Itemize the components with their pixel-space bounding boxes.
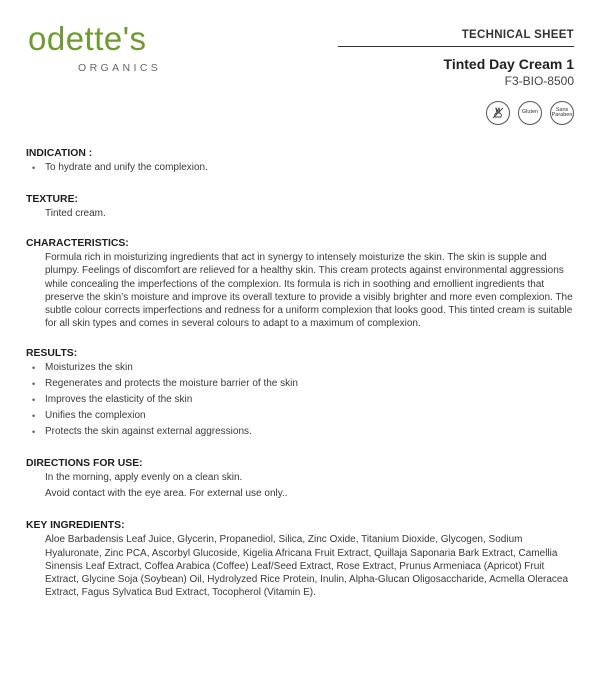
list-item: • Regenerates and protects the moisture barrier of the skin (26, 376, 574, 392)
section-title: INDICATION : (26, 148, 93, 159)
gluten-badge-text: Gluten (521, 109, 539, 116)
indication-list (26, 160, 574, 176)
product-code: F3-BIO-8500 (504, 74, 574, 88)
paraben-free-icon (550, 101, 574, 125)
directions-line: Avoid contact with the eye area. For external use only.. (45, 488, 288, 500)
ingredients-text: Aloe Barbadensis Leaf Juice, Glycerin, Propanediol, Silica, Zinc Oxide, Titanium Dioxide, Glycogen, Sodium Hyaluronate, Zinc PCA, Ascorbyl Glucoside, Kigelia Africana Fruit Extract, Quillaja Saponaria Bark Extract, Camellia Sinensis Leaf Extract, Coffea Arabica (Coffee) Leaf/Seed Extract, Rose Extract, Prunus Armeniaca (Apricot) Fruit Extract, Glycine Soja (Soybean) Oil, Hydrolyzed Rice Protein, Inulin, Alpha-Glucan Oligosaccharide, Acmella Oleracea Extract, Fagus Sylvatica Bud Extract, Tocopherol (Vitamin E). (45, 534, 569, 599)
sheet-content (26, 147, 574, 616)
texture-text: Tinted cream. (45, 208, 106, 219)
document-header (338, 28, 574, 88)
header-divider (338, 46, 574, 47)
section-results (26, 347, 574, 440)
section-title: KEY INGREDIENTS: (26, 520, 125, 532)
directions-line: In the morning, apply evenly on a clean skin. (45, 472, 243, 484)
brand-name: odette's (28, 20, 147, 57)
list-item: • To hydrate and unify the complexion. (26, 160, 574, 176)
section-directions (26, 457, 574, 502)
cruelty-free-bunny-icon (486, 101, 510, 125)
brand-logo (28, 22, 178, 82)
section-title: DIRECTIONS FOR USE: (26, 458, 143, 470)
certification-badges (486, 101, 574, 125)
list-item: • Improves the elasticity of the skin (26, 392, 574, 408)
paraben-badge-text: Sans Paraben (551, 106, 573, 118)
brand-tagline: ORGANICS (78, 62, 162, 74)
list-item: • Moisturizes the skin (26, 360, 574, 376)
bunny-icon (491, 106, 505, 120)
characteristics-text: Formula rich in moisturizing ingredients that act in synergy to intensely moisturize the skin. The skin is supple and plumpy. Feelings of discomfort are relieved for a healthy skin. This cream protects against environmental aggressions while concealing the imperfections of the complexion. Its formula is rich in soothing and emollient ingredients that preserve the skin’s moisture and improve its overall texture to provide a visibly brighter and more even complexion. The subtle colour corrects imperfections and redness for a uniform complexion that looks good. This tinted cream is suitable for all skin types and comes in several colours to adapt to a maximum of complexion. (45, 252, 573, 330)
list-item: • Protects the skin against external aggressions. (26, 424, 574, 440)
section-title: RESULTS: (26, 348, 78, 360)
section-characteristics (26, 237, 574, 330)
gluten-free-icon (518, 101, 542, 125)
section-title: TEXTURE: (26, 194, 78, 205)
section-indication (26, 147, 574, 176)
list-item: • Unifies the complexion (26, 408, 574, 424)
section-ingredients (26, 519, 574, 599)
section-texture (26, 193, 574, 220)
sheet-label: TECHNICAL SHEET (461, 29, 574, 41)
product-name: Tinted Day Cream 1 (443, 56, 574, 72)
section-title: CHARACTERISTICS: (26, 238, 129, 250)
results-list (26, 360, 574, 440)
